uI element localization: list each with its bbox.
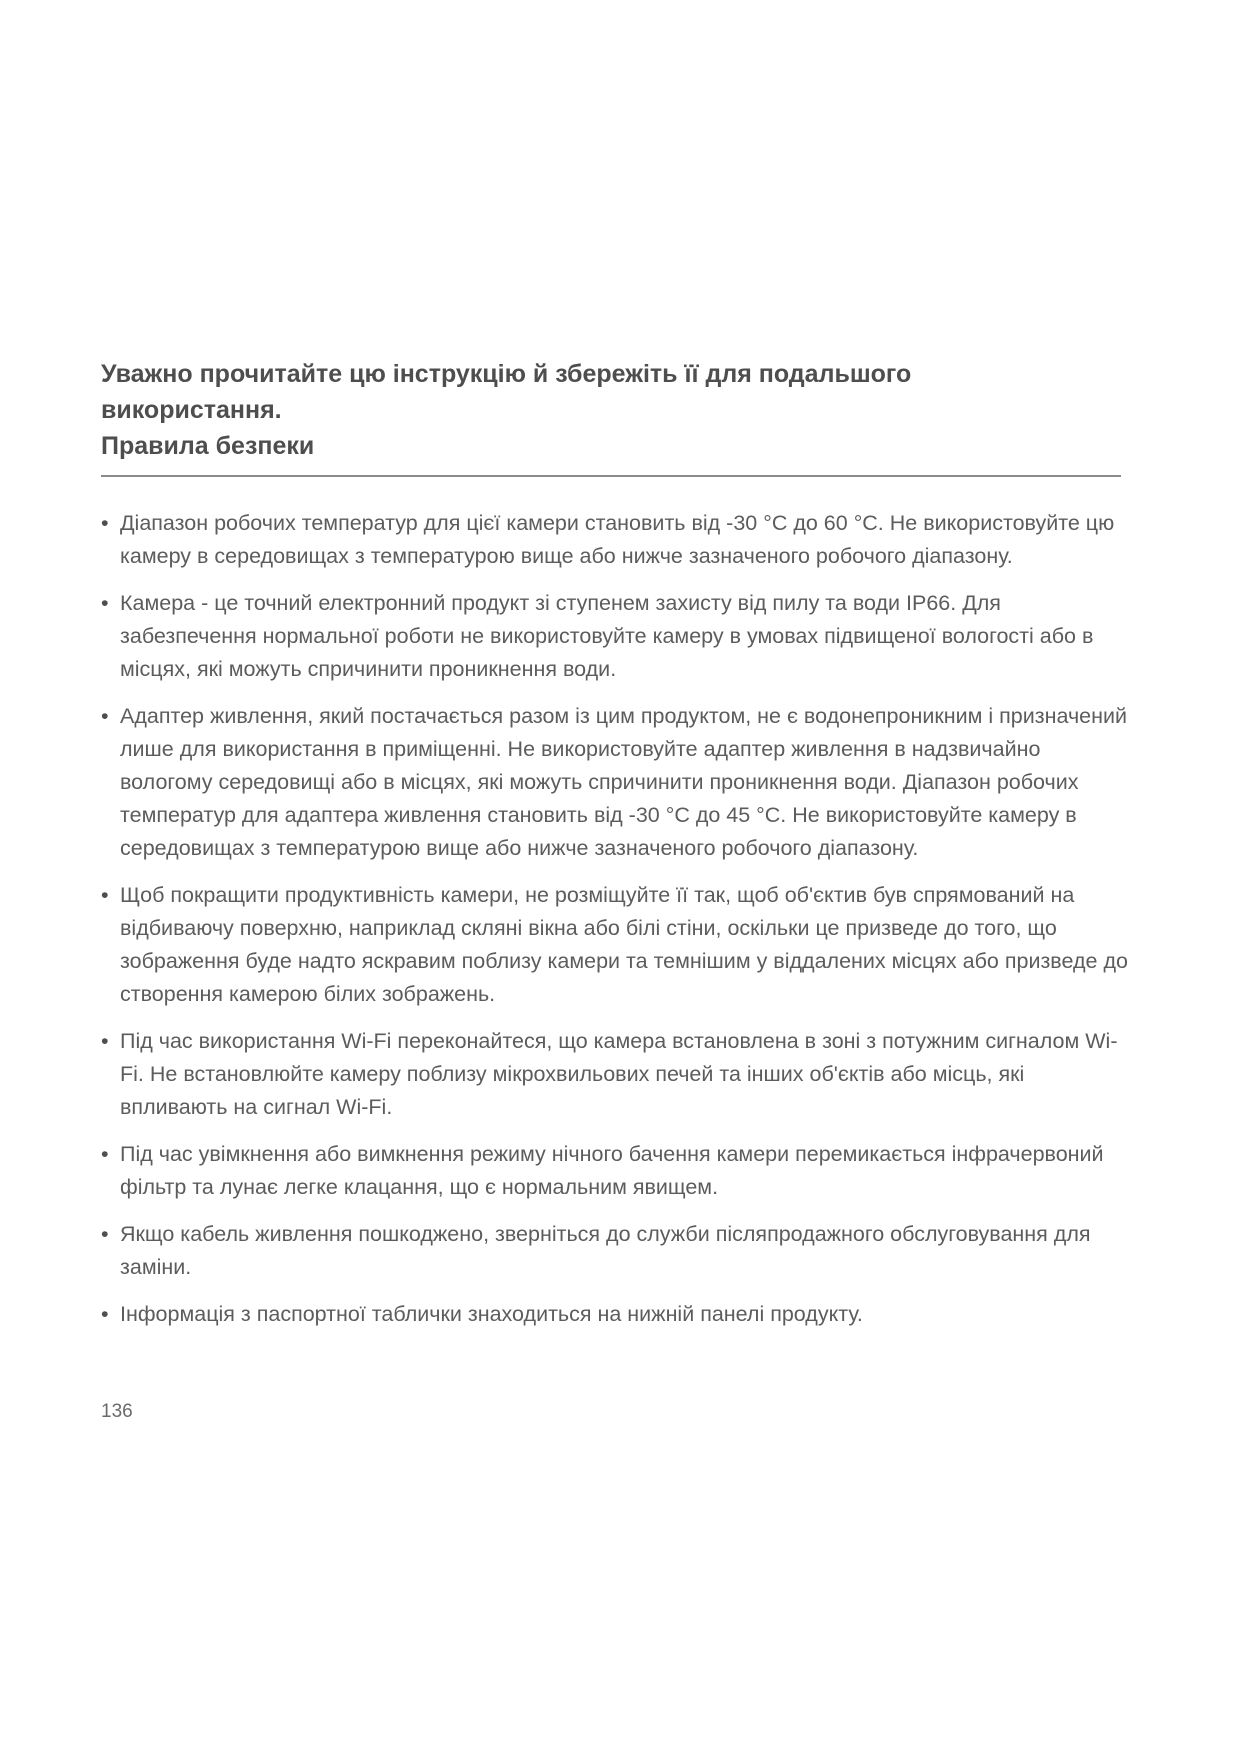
list-item-text: Під час використання Wi-Fi переконайтеся, що камера встановлена в зоні з потужним сигналом Wi-Fi. Не встановлюйте камеру поблизу мікрохвильових печей та інших об'єктів або місць, які впливають на сигнал Wi-Fi. [120, 1029, 1118, 1119]
section-divider [101, 475, 1121, 477]
bullet-icon: • [101, 511, 109, 535]
list-item-text: Інформація з паспортної таблички знаходиться на нижній панелі продукту. [120, 1302, 863, 1326]
list-item [101, 507, 1131, 573]
list-item [101, 879, 1131, 1011]
bullet-icon: • [101, 704, 109, 728]
list-item [101, 1138, 1131, 1204]
title-line-1: Уважно прочитайте цю інструкцію й збережіть її для подальшого [101, 360, 912, 388]
bullet-icon: • [101, 1302, 109, 1326]
bullet-icon: • [101, 591, 109, 615]
list-item-text: Адаптер живлення, який постачається разом із цим продуктом, не є водонепроникним і призначений лише для використання в приміщенні. Не використовуйте адаптер живлення в надзвичайно вологому середовищі або в місцях, які можуть спричинити проникнення води. Діапазон робочих температур для адаптера живлення становить від -30 °C до 45 °C. Не використовуйте камеру в середовищах з температурою вище або нижче зазначеного робочого діапазону. [120, 704, 1128, 860]
bullet-icon: • [101, 883, 109, 907]
section-title: Правила безпеки [101, 432, 315, 460]
safety-rules-list [101, 507, 1131, 1345]
bullet-icon: • [101, 1142, 109, 1166]
list-item [101, 700, 1131, 865]
list-item-text: Якщо кабель живлення пошкоджено, зверніться до служби післяпродажного обслуговування для заміни. [120, 1222, 1091, 1279]
list-item-text: Щоб покращити продуктивність камери, не розміщуйте її так, щоб об'єктив був спрямований на відбиваючу поверхню, наприклад скляні вікна або білі стіни, оскільки це призведе до того, що зображення буде надто яскравим поблизу камери та темнішим у віддалених місцях або призведе до створення камерою білих зображень. [120, 883, 1128, 1006]
title-line-2: використання. [101, 396, 282, 424]
list-item-text: Камера - це точний електронний продукт зі ступенем захисту від пилу та води IP66. Для забезпечення нормальної роботи не використовуйте камеру в умовах підвищеної вологості або в місцях, які можуть спричинити проникнення води. [120, 591, 1094, 681]
bullet-icon: • [101, 1029, 109, 1053]
list-item-text: Під час увімкнення або вимкнення режиму нічного бачення камери перемикається інфрачервоний фільтр та лунає легке клацання, що є нормальним явищем. [120, 1142, 1104, 1199]
bullet-icon: • [101, 1222, 109, 1246]
list-item [101, 1298, 1131, 1331]
page-number: 136 [101, 1401, 133, 1422]
list-item [101, 1218, 1131, 1284]
list-item [101, 1025, 1131, 1124]
page-title [101, 356, 1121, 464]
list-item-text: Діапазон робочих температур для цієї камери становить від -30 °C до 60 °C. Не використовуйте цю камеру в середовищах з температурою вище або нижче зазначеного робочого діапазону. [120, 511, 1115, 568]
list-item [101, 587, 1131, 686]
